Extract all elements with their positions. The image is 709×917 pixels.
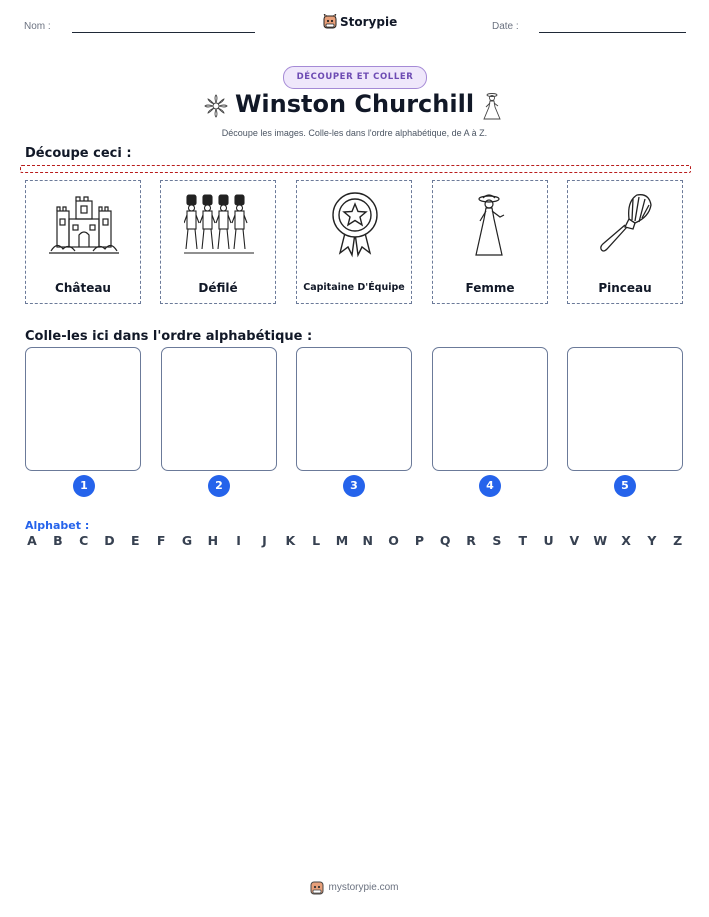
alphabet-letter: Q	[439, 533, 451, 548]
cut-card[interactable]	[567, 180, 683, 304]
slot-number-badge: 1	[73, 475, 95, 497]
paste-slot[interactable]	[161, 347, 277, 471]
parade-icon	[184, 189, 254, 259]
alphabet-letter: G	[181, 533, 193, 548]
cut-section-label: Découpe ceci :	[25, 146, 132, 161]
cut-card[interactable]	[160, 180, 276, 304]
alphabet-letter: N	[362, 533, 373, 548]
alphabet-letter: L	[312, 533, 321, 548]
alphabet-letter: E	[131, 533, 140, 548]
card-label: Pinceau	[598, 281, 652, 295]
name-line	[72, 32, 255, 33]
castle-icon	[49, 189, 119, 259]
alphabet-letter: A	[27, 533, 37, 548]
paste-slot[interactable]	[432, 347, 548, 471]
storypie-mascot-icon	[323, 14, 337, 29]
alphabet-letter: K	[285, 533, 296, 548]
alphabet-letter: T	[518, 533, 527, 548]
alphabet-letter: V	[569, 533, 580, 548]
alphabet-letter: J	[262, 533, 267, 548]
date-label: Date :	[492, 21, 519, 32]
card-label: Château	[55, 281, 111, 295]
card-label: Femme	[465, 281, 515, 295]
slot-number-badge: 4	[479, 475, 501, 497]
alphabet-letter: Y	[647, 533, 657, 548]
cut-card[interactable]	[25, 180, 141, 304]
alphabet-letter: C	[79, 533, 89, 548]
alphabet-label: Alphabet :	[25, 519, 90, 532]
brand-name: Storypie	[340, 14, 398, 29]
cut-card[interactable]	[432, 180, 548, 304]
brand-logo	[323, 14, 397, 29]
badge-icon	[320, 189, 390, 259]
alphabet-letter: P	[414, 533, 424, 548]
cut-card[interactable]	[296, 180, 412, 304]
alphabet-letter: X	[621, 533, 631, 548]
instructions: Découpe les images. Colle-les dans l'ordre alphabétique, de A à Z.	[221, 128, 488, 138]
card-label: Capitaine D'Équipe	[303, 282, 405, 293]
card-label: Défilé	[198, 281, 238, 295]
date-line	[539, 32, 686, 33]
footer-url[interactable]: mystorypie.com	[328, 882, 399, 893]
paste-slot[interactable]	[567, 347, 683, 471]
alphabet-letter: D	[104, 533, 115, 548]
alphabet-letter: F	[156, 533, 166, 548]
alphabet-letter: I	[236, 533, 241, 548]
storypie-mascot-icon	[310, 880, 324, 895]
alphabet-letter: M	[335, 533, 349, 548]
alphabet-letter: Z	[673, 533, 683, 548]
paste-slot[interactable]	[25, 347, 141, 471]
slot-number-badge: 3	[343, 475, 365, 497]
cut-line	[20, 165, 691, 173]
footer	[0, 880, 709, 895]
alphabet-letter: O	[388, 533, 399, 548]
alphabet-row	[25, 533, 685, 548]
lady-doodle-icon	[480, 91, 504, 121]
name-label: Nom :	[24, 21, 51, 32]
activity-pill: DÉCOUPER ET COLLER	[283, 66, 427, 89]
woman-icon	[456, 189, 526, 259]
paste-section-label: Colle-les ici dans l'ordre alphabétique :	[25, 329, 313, 344]
alphabet-letter: B	[53, 533, 63, 548]
alphabet-letter: H	[207, 533, 219, 548]
alphabet-letter: S	[492, 533, 502, 548]
alphabet-letter: W	[593, 533, 608, 548]
page-title: Winston Churchill	[234, 90, 475, 118]
slot-number-badge: 5	[614, 475, 636, 497]
brush-icon	[591, 189, 661, 259]
slot-number-badge: 2	[208, 475, 230, 497]
alphabet-letter: R	[466, 533, 476, 548]
paste-slot[interactable]	[296, 347, 412, 471]
alphabet-letter: U	[543, 533, 554, 548]
